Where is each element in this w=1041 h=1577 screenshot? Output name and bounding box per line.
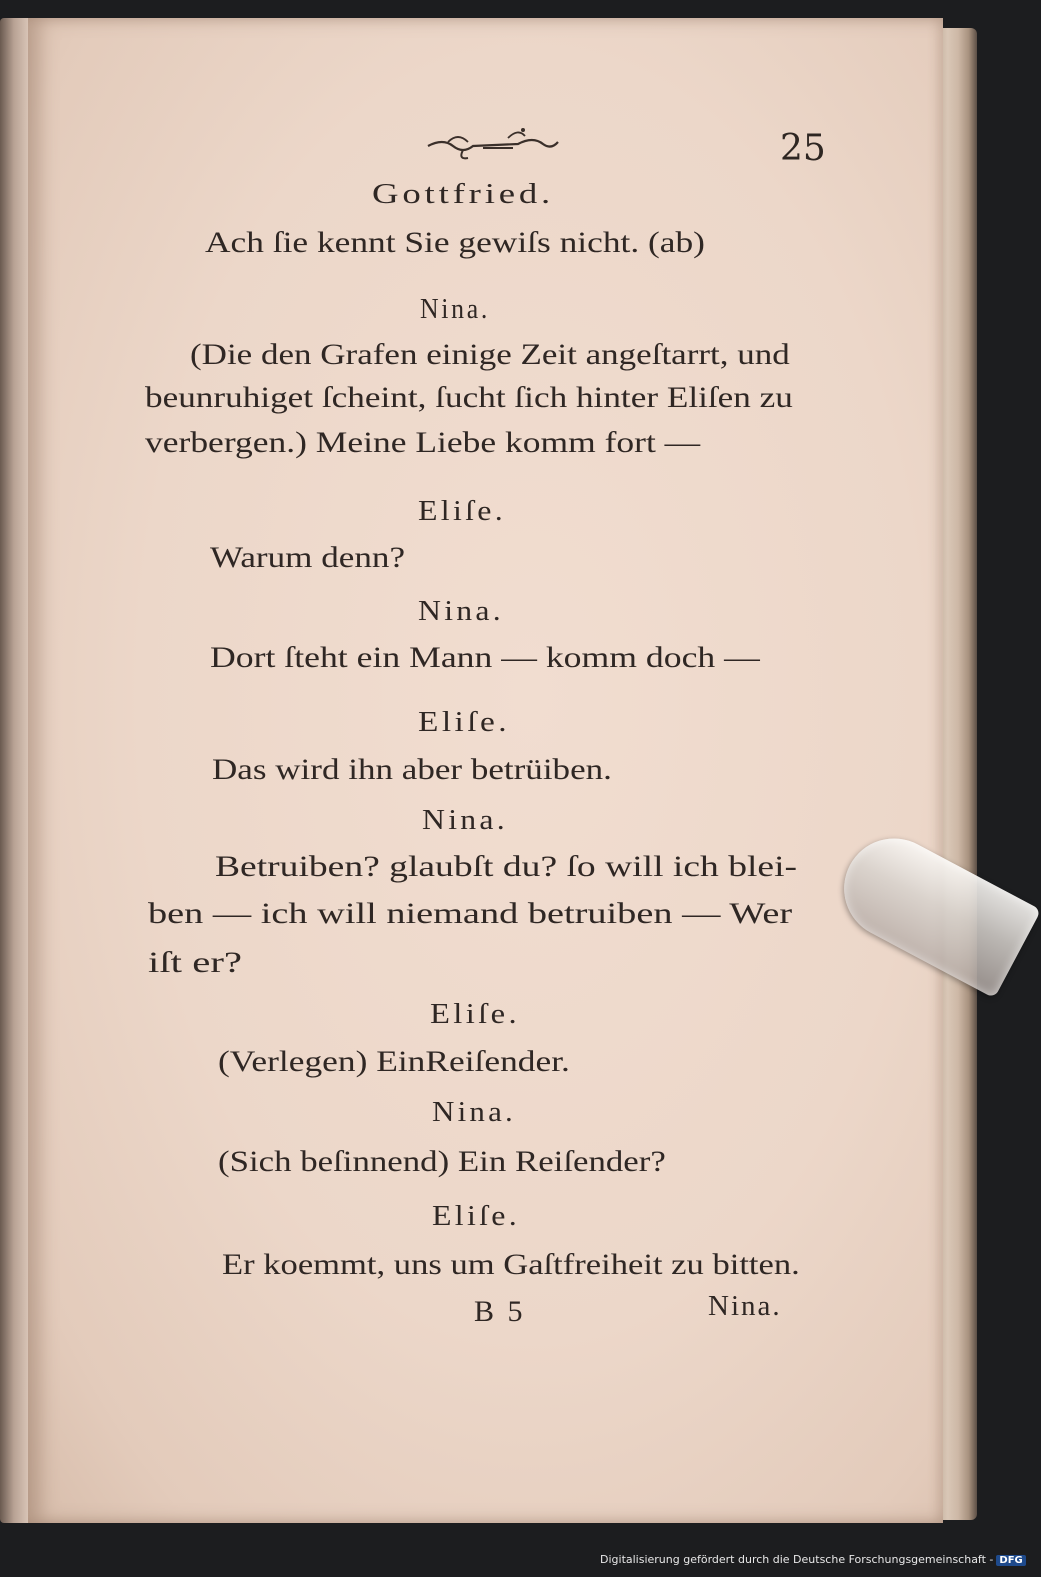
signature-mark: B 5 <box>474 1295 526 1328</box>
text-line: (Die den Grafen einige Zeit angeſtarrt, und <box>190 338 790 371</box>
speaker-name: Nina. <box>422 804 509 836</box>
speaker-name: Eliſe. <box>418 706 511 738</box>
text-line: (Verlegen) EinReiſender. <box>218 1045 570 1078</box>
text-line: Warum denn? <box>210 541 406 574</box>
footer-text: Digitalisierung gefördert durch die Deutsche Forschungsgemeinschaft - <box>600 1553 994 1566</box>
speaker-name: Eliſe. <box>432 1200 521 1232</box>
text-line: (Sich beſinnend) Ein Reiſender? <box>218 1145 666 1178</box>
page-number: 25 <box>780 128 826 169</box>
text-line: verbergen.) Meine Liebe komm fort — <box>145 426 701 459</box>
text-line: Dort ſteht ein Mann — komm doch — <box>210 641 760 674</box>
speaker-name: Nina. <box>420 293 490 325</box>
speaker-name: Gottfried. <box>372 178 555 210</box>
text-line: ben — ich will niemand betruiben — Wer <box>148 897 793 930</box>
ornament-icon <box>423 124 563 166</box>
text-line: Betruiben? glaubſt du? ſo will ich blei- <box>215 850 798 883</box>
text-line: iſt er? <box>148 946 243 979</box>
text-line: beunruhiget ſcheint, ſucht ſich hinter Eliſen zu <box>145 381 793 414</box>
text-line: Er koemmt, uns um Gaſtfreiheit zu bitten. <box>222 1248 800 1281</box>
text-line: Ach ſie kennt Sie gewiſs nicht. (ab) <box>205 226 705 259</box>
catchword: Nina. <box>708 1290 782 1322</box>
dfg-logo: DFG <box>996 1555 1025 1566</box>
speaker-name: Eliſe. <box>430 998 521 1030</box>
digitization-footer <box>600 1553 1026 1571</box>
speaker-name: Nina. <box>418 595 505 627</box>
speaker-name: Eliſe. <box>418 495 507 527</box>
text-line: Das wird ihn aber betrüiben. <box>212 753 612 786</box>
speaker-name: Nina. <box>432 1096 516 1128</box>
